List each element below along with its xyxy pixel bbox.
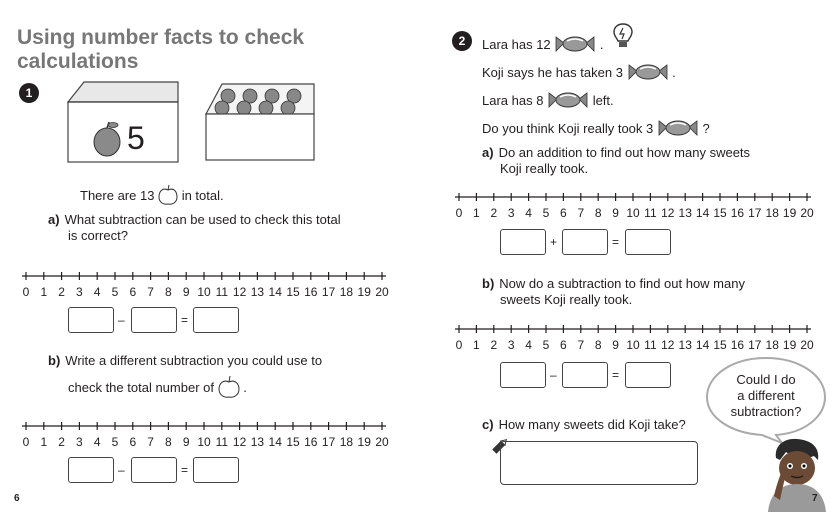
story-line-1-after: . — [599, 37, 604, 52]
page-number-right: 7 — [812, 493, 818, 504]
page-title-line2: calculations — [17, 50, 139, 73]
apple-icon — [158, 184, 178, 206]
number-line-label: 13 — [250, 435, 265, 449]
number-line-label: 2 — [58, 435, 65, 449]
number-line-label: 0 — [22, 435, 30, 449]
number-line-label: 1 — [473, 206, 480, 220]
answer-box[interactable] — [500, 229, 546, 255]
written-answer-box[interactable] — [500, 441, 698, 485]
story-line-4 — [482, 117, 710, 139]
number-line-label: 3 — [507, 206, 515, 220]
plus-sign: + — [550, 235, 558, 249]
story-line-2-before: Koji says he has taken 3 — [482, 65, 623, 80]
number-line-label: 12 — [661, 338, 675, 352]
number-line-label: 17 — [748, 338, 762, 352]
story-line-2-after: . — [672, 65, 676, 80]
number-line-label: 10 — [626, 206, 640, 220]
apple-box-picture — [66, 80, 182, 164]
story-line-1-before: Lara has 12 — [482, 37, 551, 52]
number-line-label: 3 — [507, 338, 515, 352]
part-a-line2: is correct? — [68, 228, 128, 243]
part-a-line1: What subtraction can be used to check this total — [64, 212, 341, 227]
number-line-label: 6 — [129, 285, 137, 299]
total-line — [80, 184, 224, 206]
answer-box[interactable] — [193, 457, 239, 483]
page-title — [17, 26, 347, 74]
story-line-3-after: left. — [592, 93, 614, 108]
answer-box[interactable] — [68, 457, 114, 483]
number-line-label: 17 — [321, 285, 336, 299]
number-line-label: 12 — [232, 285, 247, 299]
page-title-line1: Using number facts to check — [17, 26, 305, 49]
number-line-label: 0 — [455, 338, 463, 352]
number-line-label: 18 — [765, 206, 779, 220]
number-line-label: 9 — [182, 285, 190, 299]
number-line-label: 14 — [695, 338, 710, 352]
total-text-after: in total. — [181, 188, 224, 203]
q2-part-a-label: a) — [482, 145, 494, 160]
number-line-label: 15 — [286, 285, 300, 299]
answer-box[interactable] — [562, 362, 608, 388]
number-line-label: 2 — [58, 285, 65, 299]
number-line-label: 16 — [304, 435, 318, 449]
number-line-label: 5 — [542, 206, 550, 220]
q2-part-c-line1: How many sweets did Koji take? — [498, 417, 686, 432]
part-a-question — [48, 212, 341, 244]
box-number: 5 — [127, 120, 145, 156]
equals-sign: = — [612, 368, 620, 382]
number-line-label: 6 — [560, 206, 567, 220]
number-line-label: 14 — [268, 435, 282, 449]
number-line-label: 13 — [250, 285, 265, 299]
number-line-label: 1 — [40, 285, 48, 299]
number-line-label: 11 — [644, 206, 657, 220]
number-line-label: 14 — [695, 206, 710, 220]
number-line-label: 4 — [525, 338, 532, 352]
speech-bubble-text — [716, 372, 816, 420]
answer-box[interactable] — [625, 362, 671, 388]
q2-part-c-label: c) — [482, 417, 494, 432]
number-line-label: 9 — [612, 338, 619, 352]
number-line — [20, 418, 390, 452]
number-line-label: 13 — [678, 206, 692, 220]
number-line-label: 5 — [111, 435, 119, 449]
apple-crate-picture — [204, 80, 316, 164]
number-line-label: 19 — [357, 285, 371, 299]
question-1-badge: 1 — [19, 83, 39, 103]
number-line-label: 0 — [22, 285, 30, 299]
number-line-label: 15 — [713, 206, 727, 220]
q2-part-b-line1: Now do a subtraction to find out how many — [499, 276, 745, 291]
number-line-label: 4 — [525, 206, 532, 220]
number-line-label: 17 — [321, 435, 336, 449]
number-line-label: 12 — [661, 206, 675, 220]
number-line-label: 16 — [304, 285, 318, 299]
number-line-label: 0 — [455, 206, 463, 220]
q2-part-b-question — [482, 276, 745, 308]
equals-sign: = — [181, 463, 189, 477]
number-line — [20, 268, 390, 302]
number-line-label: 5 — [542, 338, 550, 352]
part-b-line2 — [68, 375, 247, 399]
q2-part-a-line2: Koji really took. — [500, 161, 589, 176]
number-line-label: 8 — [594, 338, 602, 352]
minus-sign: – — [118, 463, 125, 477]
q2-part-a-question — [482, 145, 750, 177]
number-line-label: 11 — [644, 338, 657, 352]
part-b-line1: Write a different subtraction you could use to — [65, 353, 323, 368]
number-line-label: 4 — [93, 285, 101, 299]
answer-box[interactable] — [131, 307, 177, 333]
number-line-label: 11 — [215, 285, 229, 299]
sweet-icon — [657, 117, 699, 139]
number-line-label: 20 — [800, 338, 814, 352]
number-line-label: 16 — [730, 338, 745, 352]
q2-part-b-label: b) — [482, 276, 495, 291]
question-2-badge: 2 — [452, 31, 472, 51]
number-line-label: 3 — [76, 435, 83, 449]
story-line-3-before: Lara has 8 — [482, 93, 544, 108]
total-text-before: There are 13 — [80, 188, 155, 203]
story-line-2 — [482, 61, 676, 83]
answer-box[interactable] — [193, 307, 239, 333]
story-line-4-after: ? — [702, 121, 710, 136]
part-b-question — [48, 353, 322, 369]
number-line-label: 5 — [111, 285, 119, 299]
answer-box[interactable] — [500, 362, 546, 388]
number-line — [453, 189, 815, 223]
number-line-label: 3 — [76, 285, 83, 299]
answer-box[interactable] — [562, 229, 608, 255]
number-line-label: 8 — [594, 206, 602, 220]
number-line-label: 6 — [129, 435, 137, 449]
answer-box[interactable] — [68, 307, 114, 333]
number-line-label: 19 — [357, 435, 371, 449]
lightbulb-icon — [612, 22, 634, 50]
number-line-label: 19 — [782, 206, 797, 220]
number-line-label: 2 — [490, 338, 498, 352]
number-line-label: 11 — [215, 435, 229, 449]
equals-sign: = — [181, 313, 189, 327]
number-line-label: 14 — [268, 285, 282, 299]
story-line-4-before: Do you think Koji really took 3 — [482, 121, 654, 136]
number-line-label: 20 — [375, 285, 389, 299]
number-line-label: 10 — [197, 435, 211, 449]
number-line-label: 18 — [339, 285, 354, 299]
q2-part-c-question — [482, 417, 686, 433]
number-line-label: 7 — [577, 338, 585, 352]
number-line-label: 7 — [577, 206, 585, 220]
equals-sign: = — [612, 235, 620, 249]
speech-line-1: Could I do — [736, 372, 796, 387]
minus-sign: – — [118, 313, 125, 327]
number-line-label: 1 — [40, 435, 48, 449]
part-a-label: a) — [48, 212, 60, 227]
number-line-label: 1 — [473, 338, 480, 352]
number-line-label: 8 — [165, 435, 172, 449]
number-line-label: 9 — [182, 435, 190, 449]
number-line-label: 15 — [713, 338, 727, 352]
number-line-label: 19 — [782, 338, 797, 352]
number-line-label: 9 — [612, 206, 619, 220]
number-line-label: 18 — [765, 338, 779, 352]
speech-line-3: subtraction? — [730, 404, 802, 419]
number-line-label: 12 — [232, 435, 247, 449]
story-line-3 — [482, 89, 614, 111]
q2-part-a-line1: Do an addition to find out how many sweets — [498, 145, 751, 160]
number-line-label: 17 — [748, 206, 762, 220]
sweet-icon — [554, 33, 596, 55]
page-number-left: 6 — [14, 493, 20, 504]
sweet-icon — [627, 61, 669, 83]
number-line-label: 20 — [375, 435, 389, 449]
number-line-label: 6 — [560, 338, 567, 352]
minus-sign: – — [550, 368, 557, 382]
number-line — [453, 321, 815, 355]
number-line-label: 7 — [147, 285, 154, 299]
number-line-label: 16 — [730, 206, 745, 220]
number-line-label: 13 — [678, 338, 692, 352]
part-b-label: b) — [48, 353, 61, 368]
number-line-label: 18 — [339, 435, 354, 449]
number-line-label: 10 — [197, 285, 211, 299]
number-line-label: 20 — [800, 206, 814, 220]
answer-box[interactable] — [131, 457, 177, 483]
q2-part-b-line2: sweets Koji really took. — [500, 292, 633, 307]
number-line-label: 4 — [93, 435, 101, 449]
answer-box[interactable] — [625, 229, 671, 255]
speech-line-2: a different — [737, 388, 795, 403]
number-line-label: 15 — [286, 435, 300, 449]
part-b-line2-before: check the total number of — [68, 380, 214, 395]
number-line-label: 10 — [626, 338, 640, 352]
sweet-icon — [547, 89, 589, 111]
part-b-line2-after: . — [243, 380, 247, 395]
number-line-label: 7 — [147, 435, 154, 449]
child-character-picture — [764, 436, 830, 512]
number-line-label: 8 — [165, 285, 172, 299]
number-line-label: 2 — [490, 206, 498, 220]
apple-icon — [218, 375, 240, 399]
story-line-1 — [482, 33, 604, 55]
